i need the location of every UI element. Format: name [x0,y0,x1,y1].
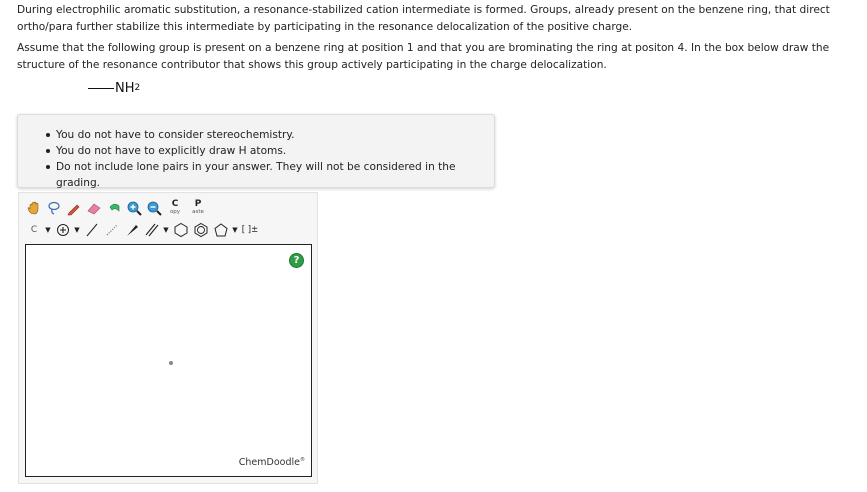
group-label: NH [115,80,135,96]
undo-icon[interactable] [105,199,123,217]
group-subscript: 2 [134,83,141,93]
zoom-in-icon[interactable] [125,199,143,217]
canvas-cursor-dot [169,361,173,365]
copy-label: C [171,199,179,209]
cyclohexane-icon[interactable] [172,221,190,239]
chemdoodle-logo [239,457,305,468]
toolbar-row-2 [25,220,261,240]
brand-mark: ® [300,456,305,463]
dashed-bond-icon[interactable] [103,221,121,239]
chemdoodle-editor [18,192,318,484]
hand-icon[interactable] [25,199,43,217]
element-button[interactable]: C [30,225,38,235]
element-dropdown-icon[interactable]: ▼ [45,226,51,234]
instructions-box [17,114,495,188]
bond-line [88,88,114,89]
instructions-list [18,115,494,191]
pencil-icon[interactable] [65,199,83,217]
single-bond-icon[interactable] [83,221,101,239]
substituent-group [88,78,140,98]
charge-icon[interactable] [54,221,72,239]
lasso-icon[interactable] [45,199,63,217]
instruction-item: You do not have to explicitly draw H atoms. [56,143,494,159]
paste-label: P [194,199,202,209]
paste-button[interactable] [188,199,208,217]
zoom-out-icon[interactable] [145,199,163,217]
toolbar-row-1 [25,198,211,218]
brand-text: ChemDoodle [238,457,300,468]
instruction-item: You do not have to consider stereochemistry. [56,127,494,143]
question-paragraph-1: During electrophilic aromatic substitution, a resonance-stabilized cation intermediate is formed. Groups, already present on the benzene ring, that direct ortho/para further stabilize this intermediate by participating in the resonance delocalization of the positive charge. [17,4,830,33]
bond-dropdown-icon[interactable]: ▼ [163,226,169,234]
copy-button[interactable] [165,199,185,217]
instruction-item: Do not include lone pairs in your answer. They will not be considered in the grading. [56,159,494,191]
wedge-bond-icon[interactable] [123,221,141,239]
question-paragraph-2: Assume that the following group is present on a benzene ring at position 1 and that you are brominating the ring at positon 4. In the box below draw the structure of the resonance contributor that shows this group actively participating in the charge delocalization. [17,42,830,71]
cyclopentane-icon[interactable] [212,221,230,239]
help-icon[interactable]: ? [289,253,304,268]
benzene-icon[interactable] [192,221,210,239]
charge-dropdown-icon[interactable]: ▼ [74,226,80,234]
double-bond-icon[interactable] [143,221,161,239]
paste-sublabel: aste [192,209,204,215]
drawing-canvas[interactable] [25,244,312,477]
eraser-icon[interactable] [85,199,103,217]
ring-dropdown-icon[interactable]: ▼ [232,226,238,234]
copy-sublabel: opy [169,209,181,215]
bracket-icon[interactable]: [ ]± [241,225,259,235]
